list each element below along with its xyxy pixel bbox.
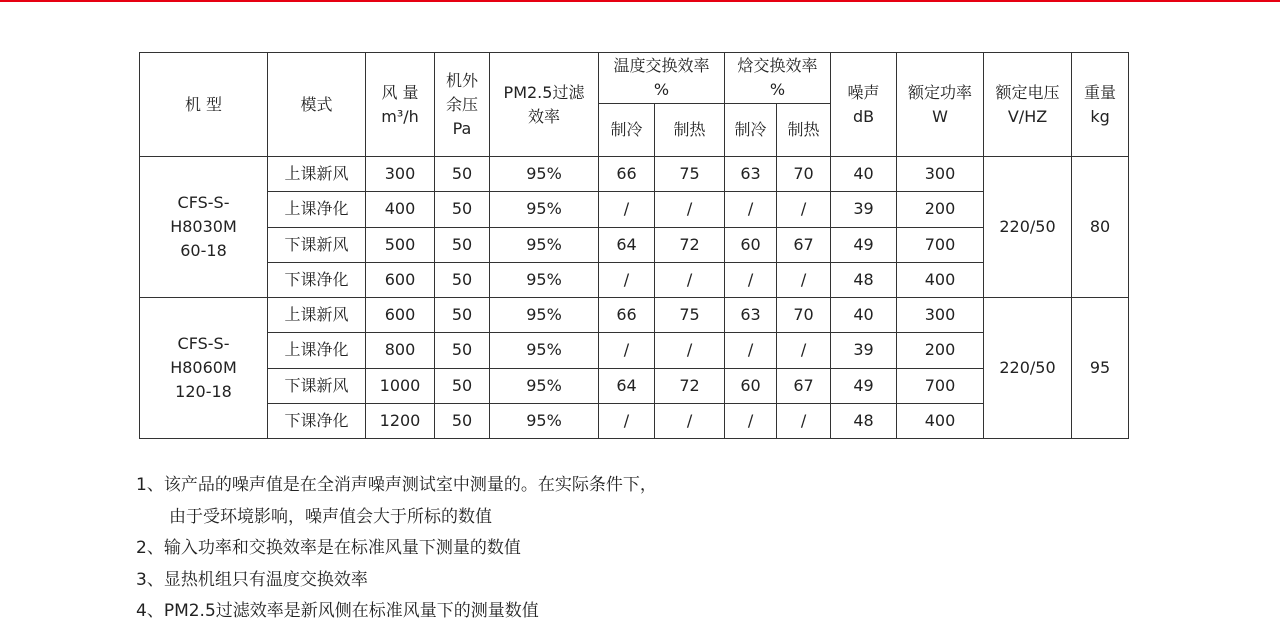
temp-cool-cell: 64 [599,227,655,262]
enthalpy-heat-cell: 67 [777,227,831,262]
note-2: 2、输入功率和交换效率是在标准风量下测量的数值 [136,538,521,558]
pm25-cell: 95% [490,262,599,297]
enthalpy-cool-cell: / [725,403,777,438]
header-temp-eff: 温度交换效率 % [599,53,725,104]
noise-cell: 40 [831,298,897,333]
noise-cell: 49 [831,368,897,403]
model-cell: CFS-S- H8030M 60-18 [140,157,268,298]
enthalpy-cool-cell: / [725,262,777,297]
pressure-cell: 50 [435,192,490,227]
pm25-cell: 95% [490,368,599,403]
temp-cool-cell: / [599,403,655,438]
noise-cell: 48 [831,262,897,297]
voltage-cell: 220/50 [984,298,1072,439]
pm25-cell: 95% [490,227,599,262]
noise-cell: 40 [831,157,897,192]
power-cell: 300 [897,157,984,192]
mode-cell: 上课净化 [268,192,366,227]
enthalpy-heat-cell: / [777,333,831,368]
weight-cell: 95 [1072,298,1129,439]
mode-cell: 上课净化 [268,333,366,368]
voltage-cell: 220/50 [984,157,1072,298]
table-row [140,403,1129,438]
spec-table-body [140,157,1129,439]
airflow-cell: 600 [366,298,435,333]
enthalpy-heat-cell: / [777,403,831,438]
table-row [140,157,1129,192]
power-cell: 400 [897,403,984,438]
pm25-cell: 95% [490,298,599,333]
note-1-continued: 由于受环境影响，噪声值会大于所标的数值 [169,506,492,527]
power-cell: 200 [897,333,984,368]
enthalpy-heat-cell: 67 [777,368,831,403]
pressure-cell: 50 [435,368,490,403]
temp-cool-cell: 64 [599,368,655,403]
table-row [140,333,1129,368]
note-3: 3、显热机组只有温度交换效率 [136,569,368,590]
note-1: 1、该产品的噪声值是在全消声噪声测试室中测量的。在实际条件下， [136,475,657,495]
header-enthalpy-cool: 制冷 [725,104,777,157]
temp-heat-cell: 75 [655,298,725,333]
header-enthalpy-heat: 制热 [777,104,831,157]
enthalpy-cool-cell: 63 [725,298,777,333]
temp-cool-cell: / [599,192,655,227]
pm25-cell: 95% [490,192,599,227]
noise-cell: 39 [831,192,897,227]
notes [136,470,657,628]
table-row [140,262,1129,297]
model-cell: CFS-S- H8060M 120-18 [140,298,268,439]
mode-cell: 下课净化 [268,262,366,297]
header-voltage: 额定电压 V/HZ [984,53,1072,157]
header-temp-heat: 制热 [655,104,725,157]
header-mode: 模式 [268,53,366,157]
table-row [140,192,1129,227]
header-airflow: 风 量 m³/h [366,53,435,157]
power-cell: 400 [897,262,984,297]
table-row [140,368,1129,403]
airflow-cell: 800 [366,333,435,368]
noise-cell: 49 [831,227,897,262]
power-cell: 200 [897,192,984,227]
enthalpy-heat-cell: / [777,262,831,297]
power-cell: 700 [897,368,984,403]
mode-cell: 上课新风 [268,298,366,333]
note-4: 4、PM2.5过滤效率是新风侧在标准风量下的测量数值 [136,601,539,621]
header-noise: 噪声 dB [831,53,897,157]
temp-heat-cell: / [655,403,725,438]
mode-cell: 下课新风 [268,227,366,262]
pressure-cell: 50 [435,298,490,333]
header-power: 额定功率 W [897,53,984,157]
header-enthalpy-eff: 焓交换效率 % [725,53,831,104]
pressure-cell: 50 [435,333,490,368]
temp-cool-cell: / [599,262,655,297]
pressure-cell: 50 [435,227,490,262]
header-weight: 重量 kg [1072,53,1129,157]
temp-heat-cell: 75 [655,157,725,192]
pm25-cell: 95% [490,157,599,192]
airflow-cell: 500 [366,227,435,262]
airflow-cell: 600 [366,262,435,297]
temp-cool-cell: / [599,333,655,368]
pressure-cell: 50 [435,403,490,438]
airflow-cell: 300 [366,157,435,192]
airflow-cell: 1200 [366,403,435,438]
top-accent-rule [0,0,1280,2]
noise-cell: 39 [831,333,897,368]
airflow-cell: 400 [366,192,435,227]
enthalpy-heat-cell: 70 [777,157,831,192]
header-temp-cool: 制冷 [599,104,655,157]
temp-heat-cell: 72 [655,368,725,403]
temp-cool-cell: 66 [599,157,655,192]
header-pm25: PM2.5过滤 效率 [490,53,599,157]
noise-cell: 48 [831,403,897,438]
mode-cell: 下课净化 [268,403,366,438]
temp-cool-cell: 66 [599,298,655,333]
header-model: 机 型 [140,53,268,157]
pressure-cell: 50 [435,157,490,192]
spec-table [139,52,1129,439]
pm25-cell: 95% [490,333,599,368]
mode-cell: 上课新风 [268,157,366,192]
temp-heat-cell: / [655,192,725,227]
mode-cell: 下课新风 [268,368,366,403]
power-cell: 700 [897,227,984,262]
temp-heat-cell: / [655,262,725,297]
enthalpy-heat-cell: 70 [777,298,831,333]
table-row [140,298,1129,333]
temp-heat-cell: / [655,333,725,368]
header-pressure: 机外 余压 Pa [435,53,490,157]
power-cell: 300 [897,298,984,333]
enthalpy-cool-cell: 60 [725,227,777,262]
enthalpy-cool-cell: / [725,333,777,368]
weight-cell: 80 [1072,157,1129,298]
enthalpy-heat-cell: / [777,192,831,227]
airflow-cell: 1000 [366,368,435,403]
pm25-cell: 95% [490,403,599,438]
pressure-cell: 50 [435,262,490,297]
enthalpy-cool-cell: 63 [725,157,777,192]
enthalpy-cool-cell: 60 [725,368,777,403]
temp-heat-cell: 72 [655,227,725,262]
table-row [140,227,1129,262]
enthalpy-cool-cell: / [725,192,777,227]
